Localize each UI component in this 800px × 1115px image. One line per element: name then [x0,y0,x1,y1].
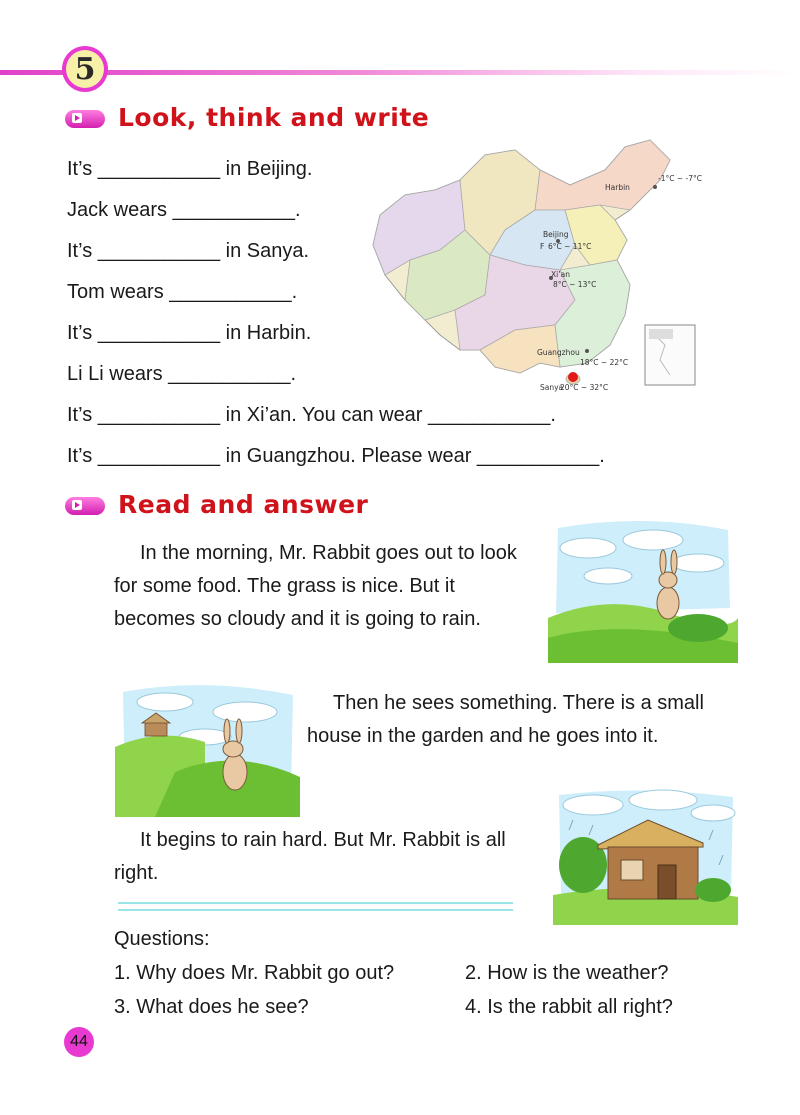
exercise-line-3: It’s ___________ in Sanya. [67,240,310,262]
header-rule [0,70,800,75]
rabbit-cloudy-field-illustration [548,518,738,663]
story-paragraph-1: In the morning, Mr. Rabbit goes out to look for some food. The grass is nice. But it becomes so cloudy and it is going to rain. [114,542,517,630]
section-title-look-think-write: Look, think and write [118,103,430,132]
map-temp-guangzhou: 18°C ~ 22°C [580,358,629,367]
questions-label: Questions: [114,928,210,950]
map-label-harbin: Harbin [605,183,630,192]
rabbit-sees-house-illustration [115,677,300,817]
map-temp-beijing: 6°C ~ 11°C [548,242,592,251]
page-number: 44 [64,1027,94,1057]
unit-badge [62,46,108,92]
map-label-beijing: Beijing [543,230,569,239]
story-paragraph-2: Then he sees something. There is a small house in the garden and he goes into it. [307,692,704,747]
map-temp-xian: 8°C ~ 13°C [553,280,597,289]
exercise-line-8: It’s ___________ in Guangzhou. Please wear ___________. [67,445,605,467]
exercise-line-1: It’s ___________ in Beijing. [67,158,313,180]
exercise-line-7: It’s ___________ in Xi’an. You can wear ___________. [67,404,556,426]
divider-line [118,909,513,911]
question-4: 4. Is the rabbit all right? [465,996,673,1018]
exercise-line-4: Tom wears ___________. [67,281,298,303]
question-2: 2. How is the weather? [465,962,669,984]
map-temp-harbin: -1°C ~ -7°C [658,174,702,183]
divider-line [118,902,513,904]
map-label-sanya: Sanya [540,383,564,392]
question-3: 3. What does he see? [114,996,309,1018]
map-temp-sanya: 20°C ~ 32°C [560,383,609,392]
section-pill-icon [65,110,105,128]
map-prefix-beijing: F [540,242,545,251]
exercise-line-6: Li Li wears ___________. [67,363,297,385]
map-label-guangzhou: Guangzhou [537,348,580,357]
question-1: 1. Why does Mr. Rabbit go out? [114,962,395,984]
section-pill-icon [65,497,105,515]
exercise-line-2: Jack wears ___________. [67,199,301,221]
unit-number: 5 [66,50,104,88]
china-weather-map [365,135,705,400]
map-label-xian: Xi’an [551,270,570,279]
rain-house-illustration [553,785,738,925]
exercise-line-5: It’s ___________ in Harbin. [67,322,312,344]
story-paragraph-3: It begins to rain hard. But Mr. Rabbit is all right. [114,829,506,884]
section-title-read-and-answer: Read and answer [118,490,369,519]
